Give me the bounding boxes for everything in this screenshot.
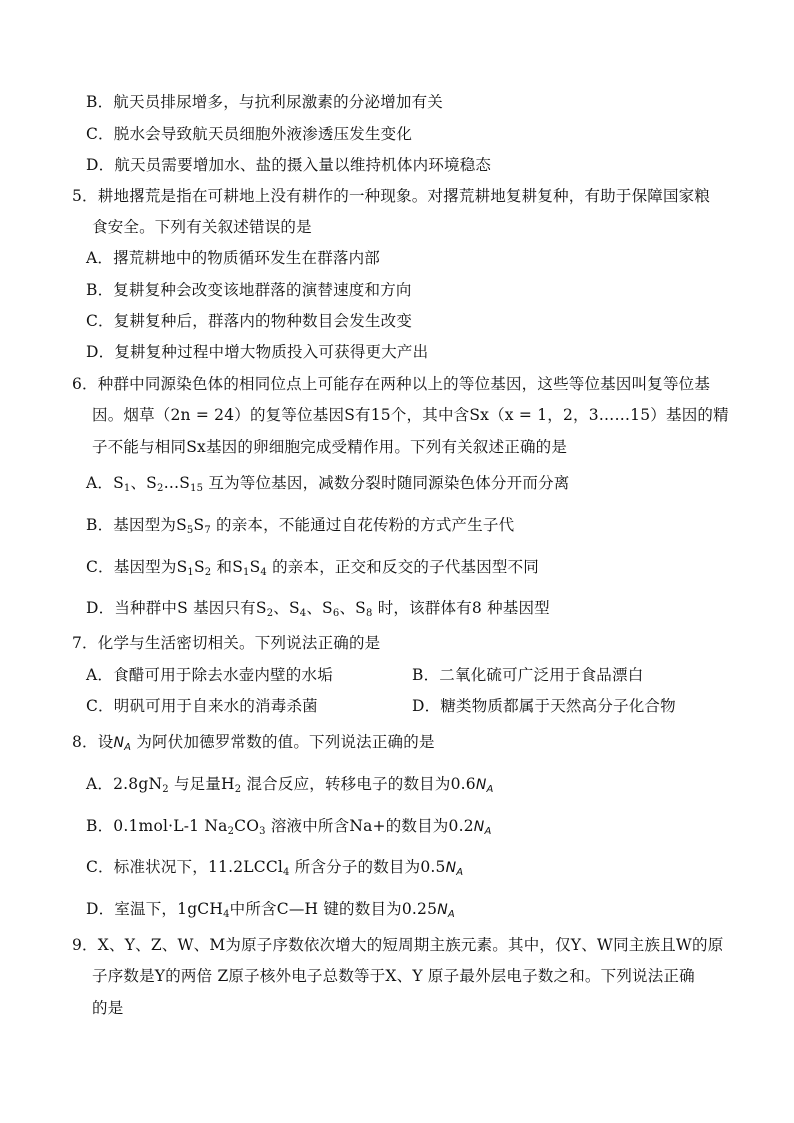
q5-option-b: B．复耕复种会改变该地群落的演替速度和方向 bbox=[86, 281, 412, 299]
q5-option-a: A．撂荒耕地中的物质循环发生在群落内部 bbox=[86, 249, 380, 267]
q9-stem-line1: 9．X、Y、Z、W、M为原子序数依次增大的短周期主族元素。其中，仅Y、W同主族且W的原 bbox=[72, 936, 724, 954]
q6-stem-line1: 6．种群中同源染色体的相同位点上可能存在两种以上的等位基因，这些等位基因叫复等位基 bbox=[72, 375, 711, 393]
q4-option-d: D．航天员需要增加水、盐的摄入量以维持机体内环境稳态 bbox=[86, 156, 492, 174]
q4-option-c: C．脱水会导致航天员细胞外液渗透压发生变化 bbox=[86, 125, 413, 143]
q8-option-a: A．$2.8gN_2$ 与足量$H_2$ 混合反应，转移电子的数目为$0.6N_A$ bbox=[86, 775, 494, 795]
q7-option-d: D．糖类物质都属于天然高分子化合物 bbox=[412, 697, 676, 715]
q6-option-a: A．$S_1$、$S_2\dots S_{15}$ 互为等位基因，减数分裂时随同源染色体分开而分离 bbox=[86, 474, 570, 494]
q6-option-c: C．基因型为$S_1S_2$ 和$S_1S_4$ 的亲本，正交和反交的子代基因型不同 bbox=[86, 558, 540, 578]
q4-option-b: B．航天员排尿增多，与抗利尿激素的分泌增加有关 bbox=[86, 93, 443, 111]
q7-option-b: B．二氧化硫可广泛用于食品漂白 bbox=[412, 666, 644, 684]
q8-option-d: D．室温下，1gCH$_4$中所含C—H 键的数目为$0.25N_A$ bbox=[86, 900, 455, 920]
q5-stem-line1: 5．耕地撂荒是指在可耕地上没有耕作的一种现象。对撂荒耕地复耕复种，有助于保障国家粮 bbox=[72, 187, 711, 205]
q6-option-d: D．当种群中S 基因只有$S_2$、$S_4$、$S_6$、$S_8$ 时，该群体有8 种基因型 bbox=[86, 599, 550, 619]
q6-stem-line2: 因。烟草（2n = 24）的复等位基因S有15个，其中含Sx（x = 1，2，3……15）基因的精 bbox=[92, 406, 729, 424]
q6-stem-line3: 子不能与相同Sx基因的卵细胞完成受精作用。下列有关叙述正确的是 bbox=[92, 438, 568, 456]
q5-stem-line2: 食安全。下列有关叙述错误的是 bbox=[92, 218, 312, 236]
q7-stem: 7．化学与生活密切相关。下列说法正确的是 bbox=[72, 634, 381, 652]
q5-option-d: D．复耕复种过程中增大物质投入可获得更大产出 bbox=[86, 343, 429, 361]
q8-option-c: C．标准状况下，11.2LCCl$_4$ 所含分子的数目为$0.5N_A$ bbox=[86, 858, 464, 878]
q6-option-b: B．基因型为$S_5S_7$ 的亲本，不能通过自花传粉的方式产生子代 bbox=[86, 516, 515, 536]
q7-option-c: C．明矾可用于自来水的消毒杀菌 bbox=[86, 697, 318, 715]
q8-stem: 8．设$N_A$ 为阿伏加德罗常数的值。下列说法正确的是 bbox=[72, 733, 435, 753]
q9-stem-line3: 的是 bbox=[92, 999, 124, 1017]
q5-option-c: C．复耕复种后，群落内的物种数目会发生改变 bbox=[86, 312, 413, 330]
q9-stem-line2: 子序数是Y的两倍 Z原子核外电子总数等于X、Y 原子最外层电子数之和。下列说法正确 bbox=[92, 967, 695, 985]
q8-option-b: B．0.1mol·L-1 $Na_2CO_3$ 溶液中所含Na+的数目为$0.2N_A$ bbox=[86, 817, 492, 837]
q7-option-a: A．食醋可用于除去水壶内壁的水垢 bbox=[86, 666, 333, 684]
